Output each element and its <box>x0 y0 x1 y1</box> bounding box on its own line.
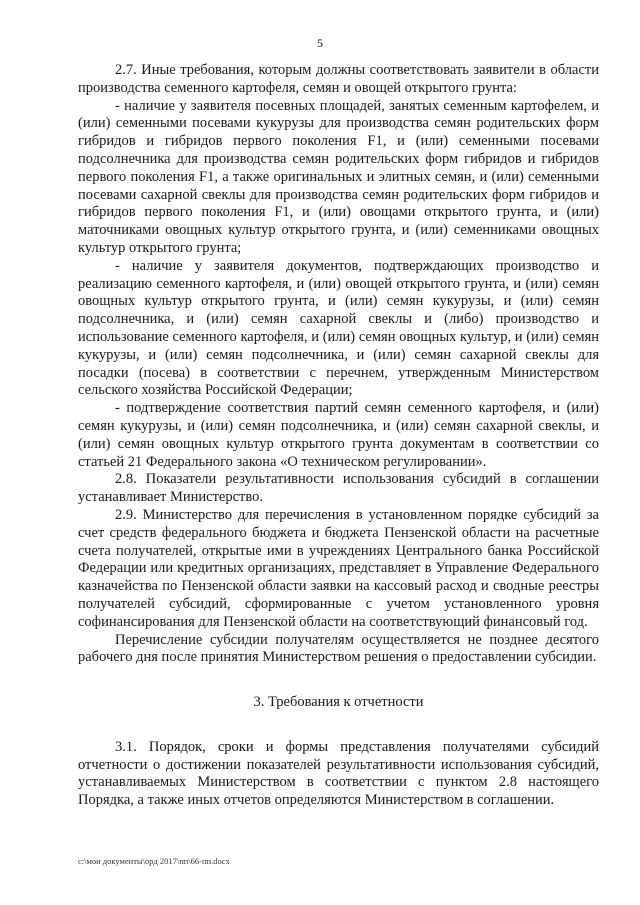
section-3-title: 3. Требования к отчетности <box>253 694 424 711</box>
paragraph-2-7-intro: 2.7. Иные требования, которым должны соответствовать заявители в области производства семенного картофеля, семян и овощей открытого грунта: <box>78 62 599 96</box>
paragraph-2-7-bullet-1: - наличие у заявителя посевных площадей, занятых семенным картофелем, и (или) семенными посевами кукурузы для производства семян родительских форм гибридов и гибридов первого поколения F1, и (или) семенными посевами подсолнечника для производства семян родительских форм гибридов и гибридов первого поколения F1, а также оригинальных и элитных семян, и (или) семенными посевами сахарной свеклы для производства семян родительских форм гибридов и гибридов первого поколения F1, и (или) овощами открытого грунта, и (или) маточниками овощных культур открытого грунта, и (или) семенниками овощных культур открытого грунта; <box>78 97 599 256</box>
document-body <box>78 62 599 810</box>
paragraph-2-7-bullet-3: - подтверждение соответствия партий семян семенного картофеля, и (или) семян кукурузы, и (или) семян подсолнечника, и (или) семян сахарной свеклы, и (или) семян овощных культур открытого грунта документам в соответствии со статьей 21 Федерального закона «О техническом регулировании». <box>78 400 599 470</box>
paragraph-3-1: 3.1. Порядок, сроки и формы представления получателями субсидий отчетности о достижении показателей результативности использования субсидий, устанавливаемых Министерством в соответствии с пунктом 2.8 настоящего Порядка, а также иных отчетов определяются Министерством в соглашении. <box>78 738 599 809</box>
footer-file-path: c:\мои документы\орд 2017\пп\66-пп.docx <box>78 856 230 866</box>
paragraph-2-9-transfer: Перечисление субсидии получателям осуществляется не позднее десятого рабочего дня после принятия Министерством решения о предоставлении субсидии. <box>78 631 599 666</box>
paragraph-2-9: 2.9. Министерство для перечисления в установленном порядке субсидий за счет средств федерального бюджета и бюджета Пензенской области на расчетные счета получателей, открытые ими в учреждениях Центрального банка Российской Федерации или кредитных организациях, представляет в Управление Федерального казначейства по Пензенской области заявки на кассовый расход и сводные реестры получателей субсидий, сформированные с учетом установленного уровня софинансирования для Пензенской области на соответствующий финансовый год. <box>78 506 599 630</box>
paragraph-2-7-bullet-2: - наличие у заявителя документов, подтверждающих производство и реализацию семенного картофеля, и (или) овощей открытого грунта, и (или) семян овощных культур открытого грунта, и (или) семян кукурузы, и (или) семян подсолнечника, и (или) семян сахарной свеклы и (либо) производство и использование семенного картофеля, и (или) семян овощных культур, и (или) семян кукурузы, и (или) семян подсолнечника, и (или) семян сахарной свеклы для посадки (посева) в соответствии с перечнем, утвержденным Министерством сельского хозяйства Российской Федерации; <box>78 257 599 399</box>
page-number: 5 <box>317 36 323 50</box>
paragraph-2-8: 2.8. Показатели результативности использования субсидий в соглашении устанавливает Министерство. <box>78 471 599 506</box>
